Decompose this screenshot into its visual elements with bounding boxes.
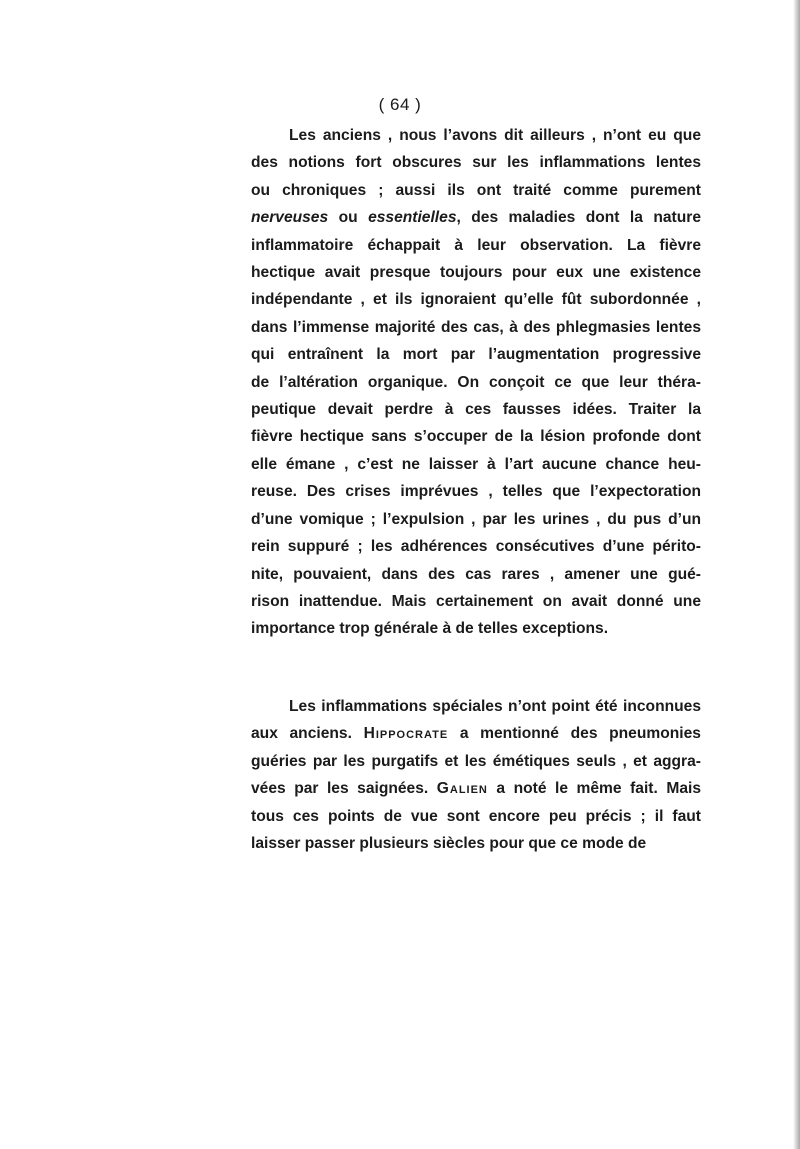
text-fragment: a noté le même fait. Mais xyxy=(487,780,701,798)
text-line: dans l’immense majorité des cas, à des phlegmasies lentes xyxy=(251,318,701,336)
text-line: guéries par les purgatifs et les émétiques seuls , et aggra- xyxy=(251,752,701,770)
text-line: importance trop générale à de telles exceptions. xyxy=(251,620,609,638)
text-fragment: vées par les saignées. xyxy=(251,780,437,798)
author-name-hippocrate: Hippocrate xyxy=(363,725,449,743)
paragraph-2 xyxy=(251,693,701,857)
text-line: des notions fort obscures sur les inflammations lentes xyxy=(251,154,701,172)
text-line: rein suppuré ; les adhérences consécutives d’une périto- xyxy=(251,538,701,556)
text-line: tous ces points de vue sont encore peu précis ; il faut xyxy=(251,807,701,825)
text-line: nite, pouvaient, dans des cas rares , amener une gué- xyxy=(251,565,701,583)
text-line: inflammatoire échappait à leur observation. La fièvre xyxy=(251,236,701,254)
paragraph-1 xyxy=(251,122,701,643)
text-line: laisser passer plusieurs siècles pour que ce mode de xyxy=(251,835,647,853)
text-line: indépendante , et ils ignoraient qu’elle fût subordonnée , xyxy=(251,291,701,309)
text-line xyxy=(251,720,701,747)
text-line: d’une vomique ; l’expulsion , par les urines , du pus d’un xyxy=(251,510,701,528)
text-line: rison inattendue. Mais certainement on avait donné une xyxy=(251,592,701,610)
text-line: fièvre hectique sans s’occuper de la lésion profonde dont xyxy=(251,428,701,446)
text-fragment: aux anciens. xyxy=(251,725,364,743)
text-line: elle émane , c’est ne laisser à l’art aucune chance heu- xyxy=(251,455,701,473)
text-line xyxy=(251,775,701,802)
text-fragment: ou xyxy=(328,209,369,227)
text-line: ou chroniques ; aussi ils ont traité comme purement xyxy=(251,181,701,199)
author-name-galien: Galien xyxy=(436,780,488,798)
text-line: hectique avait presque toujours pour eux une existence xyxy=(251,264,701,282)
page-edge-shadow xyxy=(793,0,800,1149)
page-number: ( 64 ) xyxy=(378,95,422,114)
text-fragment: , des maladies dont la nature xyxy=(456,209,701,227)
italic-term-essentielles: essentielles xyxy=(368,209,457,227)
italic-term-nerveuses: nerveuses xyxy=(251,209,329,227)
text-line: reuse. Des crises imprévues , telles que l’expectoration xyxy=(251,483,701,501)
text-line: peutique devait perdre à ces fausses idées. Traiter la xyxy=(251,401,701,419)
text-line xyxy=(251,204,701,231)
text-fragment: a mentionné des pneumonies xyxy=(448,725,701,743)
text-line: Les inflammations spéciales n’ont point été inconnues xyxy=(289,698,701,715)
text-line: qui entraînent la mort par l’augmentation progressive xyxy=(251,346,701,364)
text-line: Les anciens , nous l’avons dit ailleurs , n’ont eu que xyxy=(289,127,701,144)
text-line: de l’altération organique. On conçoit ce que leur théra- xyxy=(251,373,701,391)
